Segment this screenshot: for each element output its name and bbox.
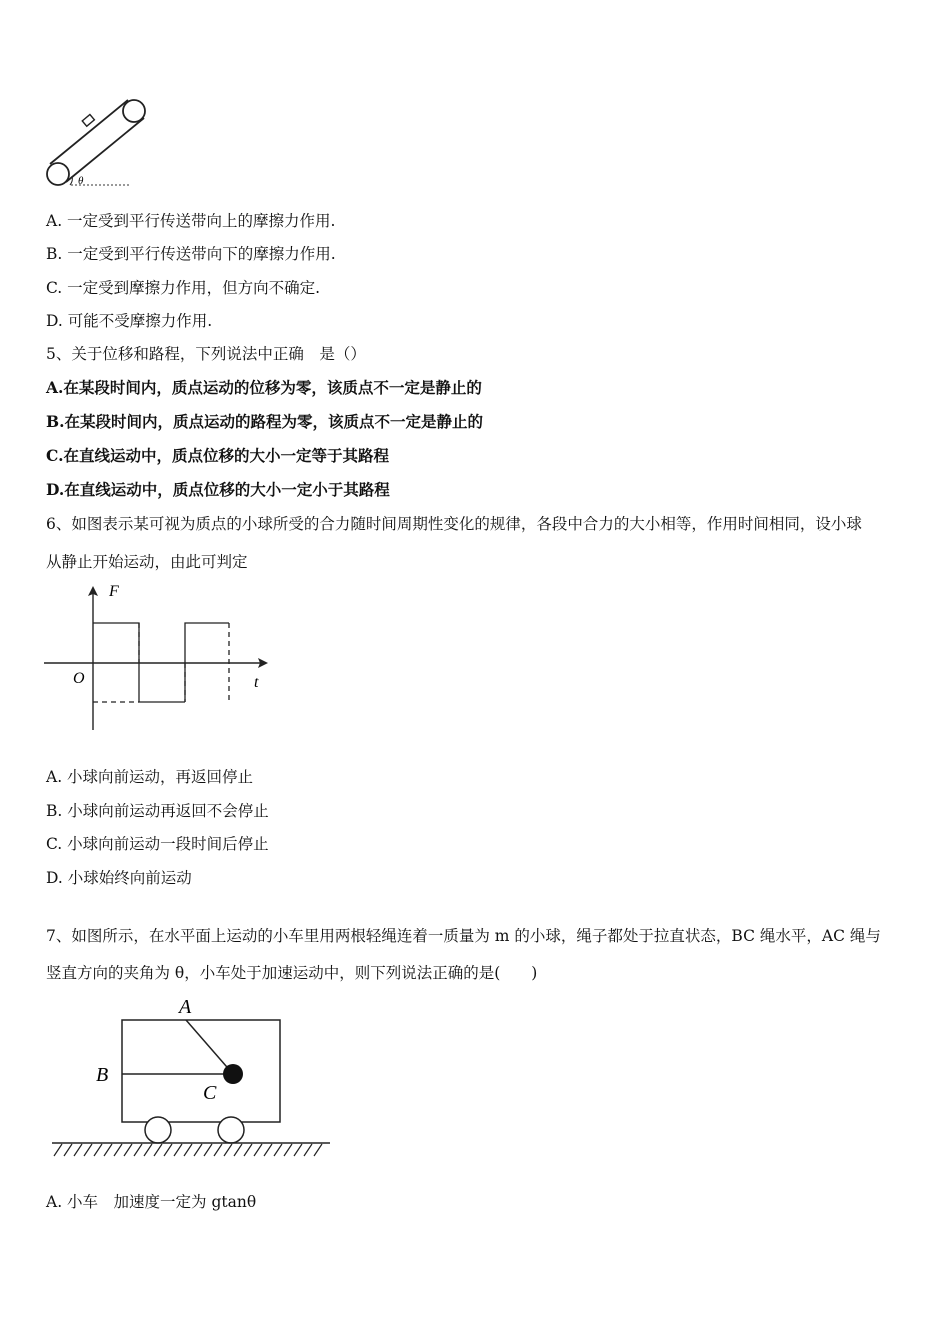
angle-label: θ bbox=[78, 175, 84, 187]
q6-stem-line1: 6、如图表示某可视为质点的小球所受的合力随时间周期性变化的规律，各段中合力的大小相等，作用时间相同，设小球 bbox=[46, 515, 862, 533]
point-c-label: C bbox=[203, 1082, 217, 1104]
q6-stem-line2: 从静止开始运动，由此可判定 bbox=[46, 553, 248, 571]
q5-stem: 5、关于位移和路程，下列说法中正确 是（） bbox=[46, 345, 366, 363]
q4-option-b: B. 一定受到平行传送带向下的摩擦力作用. bbox=[46, 245, 336, 263]
q6-option-b: B. 小球向前运动再返回不会停止 bbox=[46, 802, 269, 820]
cart-figure bbox=[48, 994, 338, 1164]
point-b-label: B bbox=[96, 1064, 109, 1086]
q5-option-c: C.在直线运动中，质点位移的大小一定等于其路程 bbox=[46, 446, 389, 465]
q4-option-d: D. 可能不受摩擦力作用. bbox=[46, 312, 213, 330]
q5-option-a: A.在某段时间内，质点运动的位移为零，该质点不一定是静止的 bbox=[46, 378, 482, 397]
q7-option-a: A. 小车 加速度一定为 gtanθ bbox=[46, 1193, 257, 1211]
origin-label: O bbox=[73, 670, 85, 687]
force-time-graph bbox=[40, 578, 280, 738]
q4-option-a: A. 一定受到平行传送带向上的摩擦力作用. bbox=[46, 212, 336, 230]
x-axis-label: t bbox=[254, 674, 259, 691]
conveyor-belt-figure bbox=[40, 92, 160, 192]
q4-option-c: C. 一定受到摩擦力作用，但方向不确定. bbox=[46, 279, 321, 297]
point-a-label: A bbox=[179, 996, 192, 1018]
q6-option-c: C. 小球向前运动一段时间后停止 bbox=[46, 835, 269, 853]
q6-option-d: D. 小球始终向前运动 bbox=[46, 869, 192, 887]
q7-stem-line1: 7、如图所示，在水平面上运动的小车里用两根轻绳连着一质量为 m 的小球，绳子都处于拉直状态，BC 绳水平，AC 绳与 bbox=[46, 927, 881, 945]
q5-option-d: D.在直线运动中，质点位移的大小一定小于其路程 bbox=[46, 480, 390, 499]
y-axis-label: F bbox=[109, 583, 119, 600]
q6-option-a: A. 小球向前运动，再返回停止 bbox=[46, 768, 254, 786]
q5-option-b: B.在某段时间内，质点运动的路程为零，该质点不一定是静止的 bbox=[46, 412, 483, 431]
q7-stem-line2: 竖直方向的夹角为 θ，小车处于加速运动中，则下列说法正确的是( ) bbox=[46, 964, 538, 982]
